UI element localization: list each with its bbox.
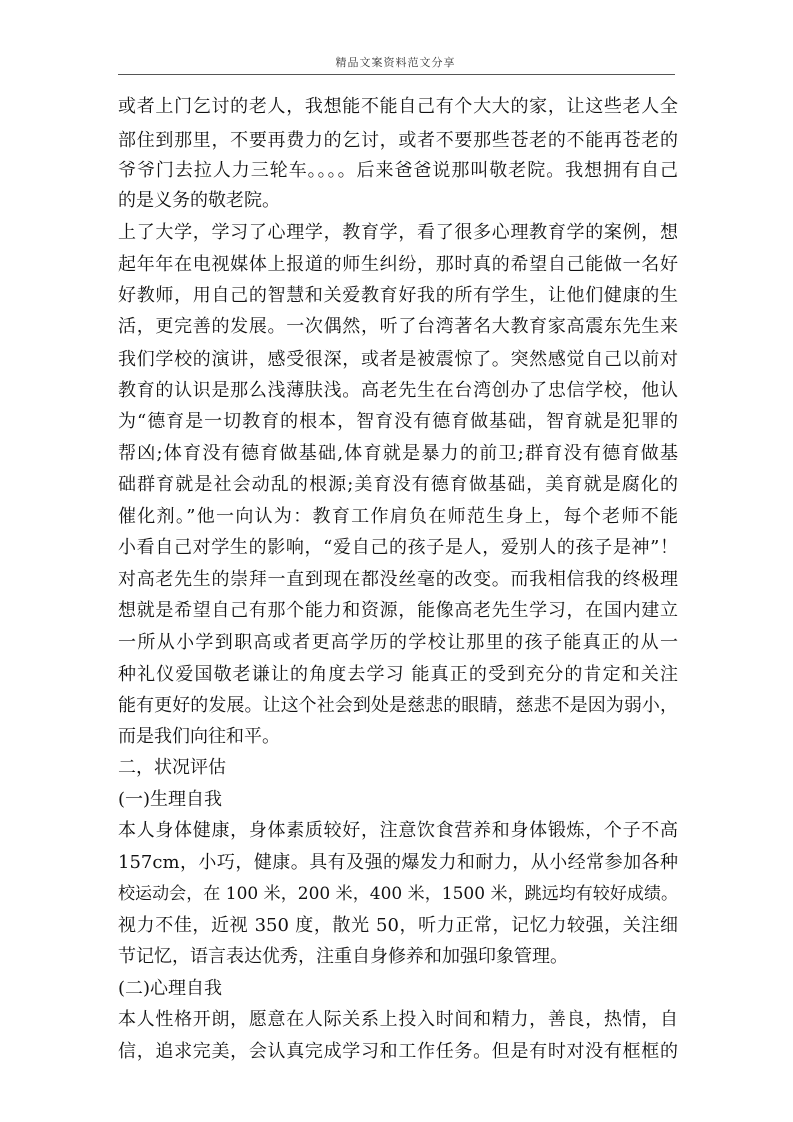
- body-line-27: 视力不佳，近视 350 度，散光 50，听力正常，记忆力较强，关注细: [118, 915, 678, 936]
- body-line-3: 爷爷门去拉人力三轮车。。。。后来爸爸说那叫敬老院。我想拥有自己: [118, 160, 678, 181]
- body-line-17: 想就是希望自己有那个能力和资源，能像高老先生学习，在国内建立: [118, 600, 678, 621]
- body-line-12: 帮凶;体育没有德育做基础,体育就是暴力的前卫;群育没有德育做基: [118, 443, 678, 464]
- body-line-16: 对高老先生的崇拜一直到现在都没丝毫的改变。而我相信我的终极理: [118, 569, 678, 590]
- body-line-8: 活，更完善的发展。一次偶然，听了台湾著名大教育家高震东先生来: [118, 316, 678, 337]
- body-line-20: 能有更好的发展。让这个社会到处是慈悲的眼睛，慈悲不是因为弱小，: [118, 695, 678, 716]
- body-line-15: 小看自己对学生的影响，“爱自己的孩子是人，爱别人的孩子是神”！: [118, 537, 678, 558]
- body-line-7: 好教师，用自己的智慧和关爱教育好我的所有学生，让他们健康的生: [118, 285, 678, 306]
- body-line-10: 教育的认识是那么浅薄肤浅。高老先生在台湾创办了忠信学校，他认: [118, 380, 678, 401]
- page-header-title: 精品文案资料范文分享: [335, 56, 456, 69]
- header-divider: [118, 74, 675, 75]
- body-line-21: 而是我们向往和平。: [118, 726, 280, 747]
- body-line-1: 或者上门乞讨的老人，我想能不能自己有个大大的家，让这些老人全: [118, 96, 678, 117]
- body-line-24: 本人身体健康，身体素质较好，注意饮食营养和身体锻炼，个子不高: [118, 820, 678, 841]
- body-line-30: 本人性格开朗，愿意在人际关系上投入时间和精力，善良，热情，自: [118, 1009, 678, 1030]
- body-line-6: 起年年在电视媒体上报道的师生纠纷，那时真的希望自己能做一名好: [118, 254, 678, 275]
- section-heading-status: 二，状况评估: [118, 757, 226, 778]
- subheading-psychological-self: (二)心理自我: [118, 978, 223, 999]
- body-line-31: 信，追求完美，会认真完成学习和工作任务。但是有时对没有框框的: [118, 1041, 678, 1062]
- body-line-2: 部住到那里，不要再费力的乞讨，或者不要那些苍老的不能再苍老的: [118, 130, 678, 151]
- body-line-4: 的是义务的敬老院。: [118, 190, 280, 211]
- body-line-9: 我们学校的演讲，感受很深，或者是被震惊了。突然感觉自己以前对: [118, 349, 678, 370]
- body-line-11: 为“德育是一切教育的根本，智育没有德育做基础，智育就是犯罪的: [118, 411, 678, 432]
- body-line-28: 节记忆，语言表达优秀，注重自身修养和加强印象管理。: [118, 946, 568, 967]
- body-line-19: 种礼仪爱国敬老谦让的角度去学习 能真正的受到充分的肯定和关注: [118, 664, 678, 685]
- body-line-25: 157cm，小巧，健康。具有及强的爆发力和耐力，从小经常参加各种: [118, 852, 678, 873]
- subheading-physical-self: (一)生理自我: [118, 789, 223, 810]
- body-line-18: 一所从小学到职高或者更高学历的学校让那里的孩子能真正的从一: [118, 632, 678, 653]
- body-line-14: 催化剂。”他一向认为：教育工作肩负在师范生身上，每个老师不能: [118, 506, 678, 527]
- body-line-26: 校运动会，在 100 米，200 米，400 米，1500 米，跳远均有较好成绩。: [118, 884, 678, 904]
- body-line-13: 础群育就是社会动乱的根源;美育没有德育做基础，美育就是腐化的: [118, 474, 678, 495]
- body-line-5: 上了大学，学习了心理学，教育学，看了很多心理教育学的案例，想: [118, 222, 678, 243]
